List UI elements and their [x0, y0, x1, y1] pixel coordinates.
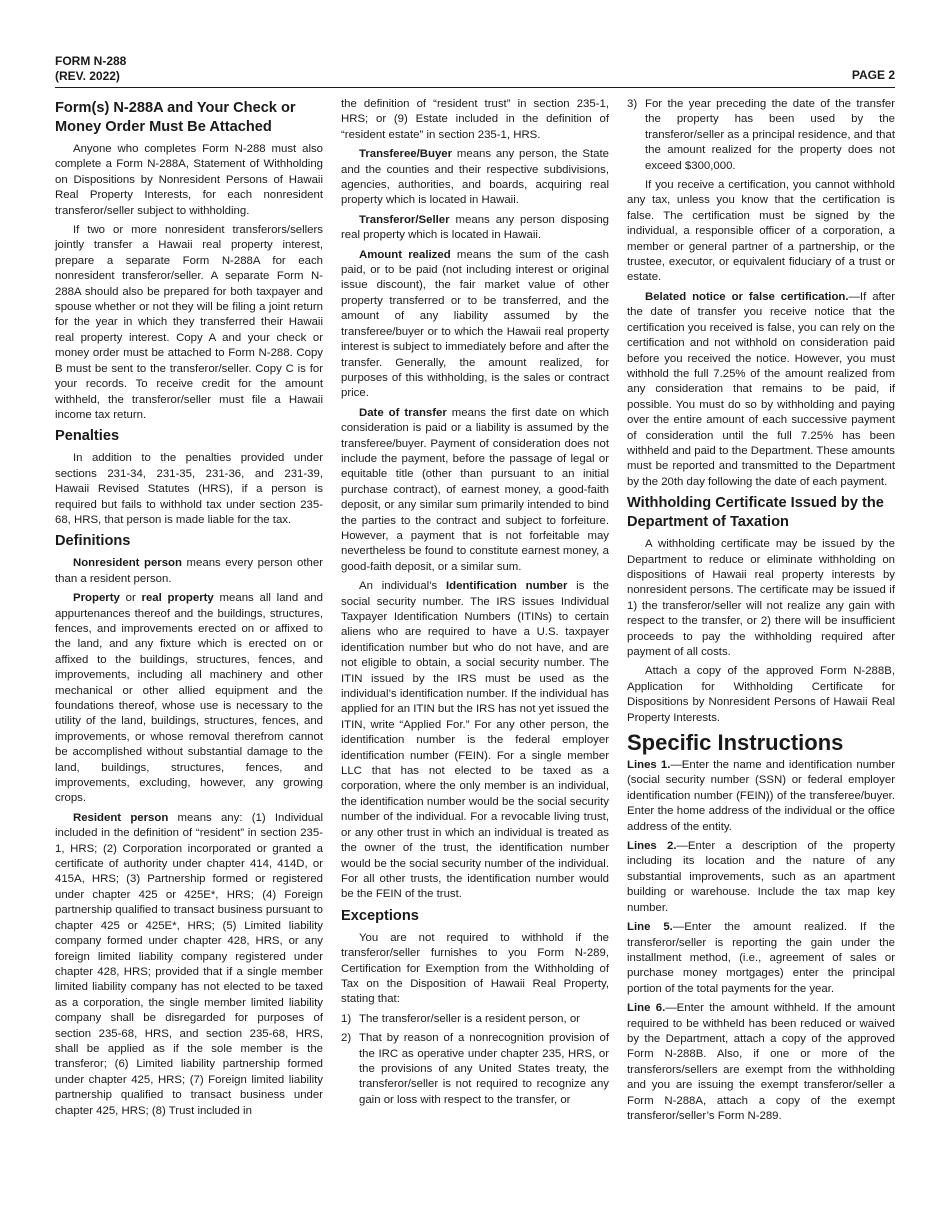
term: Transferee/Buyer	[359, 148, 453, 161]
belated-notice: Belated notice or false certification.—If after the date of transfer you receive notice that the certification you received is false, you can rely on the certification and not withhold on consideration paid before you received the notice. However, you must withhold the full 7.25% of the amount realized from any consideration that remains to be paid, if possible. You must do so by withholding and paying over the entire amount of each successive payment of consideration until the full 7.25% has been withheld and paid to the Department. These amounts must be reported and transmitted to the Department by the 20th day following the date of each payment.	[627, 290, 895, 488]
definition-amount: Amount realized means the sum of the cash paid, or to be paid (not including interest or original issue discount), the fair market value of other property transferred or to be transferred, and the amount of any liability assumed by the transferee/buyer or to which the Hawaii real property interest is subject to immediately before and after the transfer. Generally, the amount realized, for purposes of this withholding, is the sales or contract price.	[341, 248, 609, 400]
form-header	[55, 54, 126, 84]
form-revision: (REV. 2022)	[55, 69, 120, 83]
heading-withholding-certificate: Withholding Certificate Issued by the Department of Taxation	[627, 495, 884, 531]
paragraph: You are not required to withhold if the transferor/seller furnishes to you Form N-289, Certification for Exemption from the Withholding of Tax on the Disposition of Hawaii Real Property, stating that:	[341, 931, 609, 1006]
paragraph: If you receive a certification, you cannot withhold any tax, unless you know that the certification is false. The certification must be signed by the individual, a responsible officer of a corporation, a member or general partner of a partnership, or the trustee, executor, or equivalent fiduciary of a trust or estate.	[627, 179, 895, 284]
term: Property	[73, 592, 120, 605]
column-2	[341, 97, 609, 1112]
paragraph: the definition of “resident trust” in section 235-1, HRS; or (9) Estate included in the definition of “resident estate” in section 235-1, HRS.	[341, 98, 609, 141]
heading-penalties: Penalties	[55, 428, 120, 445]
paragraph: In addition to the penalties provided under sections 231-34, 231-35, 231-36, and 231-39, Hawaii Revised Statutes (HRS), if a person is required but fails to withhold tax under section 235-68, HRS, that person is made liable for the tax.	[55, 452, 323, 526]
instruction-line-5: Line 5.—Enter the amount realized. If the transferor/seller is reporting the gain under the installment method, (i.e., agreement of sales or purchase money mortgages) enter the principal portion of the total payments for the year.	[627, 921, 895, 995]
term: Date of transfer	[359, 406, 447, 419]
term: Amount realized	[359, 248, 451, 261]
term: Transferor/Seller	[359, 213, 450, 226]
term: Resident person	[73, 811, 169, 824]
definition-transferee: Transferee/Buyer means any person, the State and the counties and their respective subdivisions, agencies, authorities, and boards, acquiring real property which is located in Hawaii.	[341, 148, 609, 207]
column-1	[55, 97, 323, 1123]
definition-id: An individual’s Identification number is the social security number. The IRS issues Individual Taxpayer Identification Numbers (ITINs) to certain aliens who are required to have a U.S. taxpayer identification number but who do not have, and are not eligible to obtain, a social security number. The ITIN issued by the IRS must be used as the individual’s identification number. If the individual has applied for an ITIN but the IRS has not yet issued the ITIN, write “Applied For.” For any other person, the identification number is the federal employer identification number (FEIN). For a single member LLC that has not elected to be taxed as a corporation, where the only member is an individual, the identification number would be the social security number of the individual. For a revocable living trust, or any other trust in which an individual is treated as the owner of the trust, the identification number would be the social security number of the individual. For all other trusts, the identification number would be the FEIN of the trust.	[341, 580, 610, 901]
definition-transferor: Transferor/Seller means any person disposing real property which is located in Hawaii.	[341, 213, 609, 242]
list-item: 1) The transferor/seller is a resident person, or	[341, 1012, 580, 1025]
term: Lines 1.	[627, 759, 671, 772]
term: Identification number	[445, 580, 568, 593]
form-number: FORM N-288	[55, 54, 127, 68]
term: Lines 2.	[627, 840, 677, 853]
instruction-lines-2: Lines 2.—Enter a description of the property including its location and the nature of any substantial improvements, such as an apartment building or warehouse. Include the tax map key number.	[627, 840, 895, 914]
heading-definitions: Definitions	[55, 533, 131, 550]
heading-exceptions: Exceptions	[341, 907, 419, 924]
page-number: PAGE 2	[851, 68, 895, 82]
definition-date: Date of transfer means the first date on which consideration is paid or a liability is assumed by the transferee/buyer. Payment of consideration does not include the payment, before the passage of legal or equitable title (other than pursuant to an initial purchase contract), of earnest money, a good-faith deposit, or any similar sum primarily intended to bind the parties to the contract and subject to forfeiture. However, a payment that is not forfeitable may nevertheless be found to constitute earnest money, a good-faith deposit, or a similar sum.	[341, 406, 609, 573]
column-3	[627, 97, 895, 1128]
definition-nonresident: Nonresident person means every person other than a resident person.	[55, 557, 324, 585]
paragraph: If two or more nonresident transferors/sellers jointly transfer a Hawaii real property interest, prepare a separate Form N-288A for each nonresident transferor/seller. A separate Form N-288A should also be prepared for both taxpayer and spouse whether or not they will be filing a joint return for the year in which they transferred their Hawaii real property interest. Copy A and your check or money order must be attached to Form N-288. Copy B must be sent to the transferor/seller. Copy C is for your records. To receive credit for the amount withheld, the transferor/seller must file a Hawaii income tax return.	[55, 224, 323, 421]
paragraph: A withholding certificate may be issued by the Department to reduce or eliminate withholding on dispositions of Hawaii real property interests by nonresident persons. The certificate may be issued if 1) the transferor/seller will not realize any gain with respect to the transfer, or 2) there will be insufficient proceeds to pay the withholding required after payment of all costs.	[627, 538, 895, 658]
term: Line 5.	[627, 921, 673, 934]
definition-resident: Resident person means any: (1) Individual included in the definition of “resident” in section 235-1, HRS; (2) Corporation incorporated or granted a certificate of authority under chapter 414, 414D, or 415A, HRS; (3) Partnership formed or registered under chapter 425 or 425E*, HRS; (4) Foreign partnership qualified to transact business pursuant to chapter 425 or 425E*, HRS; (5) Limited liability company formed under chapter 428, HRS, or any foreign limited liability company registered under chapter 428, HRS; provided that if a single member limited liability company has not elected to be taxed as a corporation, the single member limited liability company shall be disregarded for purposes of section 235-68, HRS, and section 235-68, HRS, shall be applied as if the sole member is the transferor; (6) Limited liability partnership formed under chapter 425, HRS; (7) Foreign limited liability partnership qualified to transact business under chapter 425, HRS; (8) Trust included in	[55, 811, 323, 1117]
term: Belated notice or false certification.	[645, 290, 849, 303]
term: real property	[141, 592, 214, 605]
term: Nonresident person	[73, 557, 182, 570]
heading-specific-instructions: Specific Instructions	[627, 730, 844, 756]
paragraph: Anyone who completes Form N-288 must also complete a Form N-288A, Statement of Withholding on Dispositions by Nonresident Persons of Hawaii Real Property Interests, for each nonresident transferor/seller subject to withholding.	[55, 143, 323, 217]
header-divider	[55, 87, 895, 88]
instruction-line-6: Line 6.—Enter the amount withheld. If the amount required to be withheld has been reduced or waived by the Department, attach a copy of the approved Form N-288B. Also, if one or more of the transferors/sellers are exempt from the withholding and you are issuing the exempt transferor/seller a Form N-288A, attach a copy of the exempt transferor/seller’s Form N-289.	[627, 1002, 895, 1122]
definition-property: Property or real property means all land and appurtenances thereof and the buildings, structures, fences, and improvements erected on or affixed to the land, and any fixture which is erected on or affixed to the buildings, structures, fences, and improvements, including all machinery and other mechanical or other allied equipment and the foundations thereof, whose use is necessary to the utility of the land, buildings, structures, fences, and improvements, or whose removal therefrom cannot be accomplished without substantial damage to the land, buildings, structures, fences, and improvements, excluding, however, any growing crops.	[55, 592, 323, 805]
instruction-lines-1: Lines 1.—Enter the name and identification number (social security number (SSN) or federal employer identification number (FEIN)) of the transferee/buyer. Enter the home address of the individual or the office address of the entity.	[627, 759, 896, 833]
list-item: 2) That by reason of a nonrecognition provision of the IRC as operative under chapter 235, HRS, or the provisions of any United States treaty, the transferor/seller is not required to recognize any gain or loss with respect to the transfer, or	[341, 1032, 609, 1106]
paragraph: Attach a copy of the approved Form N-288B, Application for Withholding Certificate for Dispositions by Nonresident Persons of Hawaii Real Property Interests.	[627, 665, 895, 724]
term: Line 6.	[627, 1002, 666, 1015]
heading-attach: Form(s) N-288A and Your Check or Money Order Must Be Attached	[55, 100, 296, 135]
list-item: 3) For the year preceding the date of the transfer the property has been used by the transferor/seller as a principal residence, and that the amount realized for the property does not exceed $300,000.	[627, 98, 895, 172]
